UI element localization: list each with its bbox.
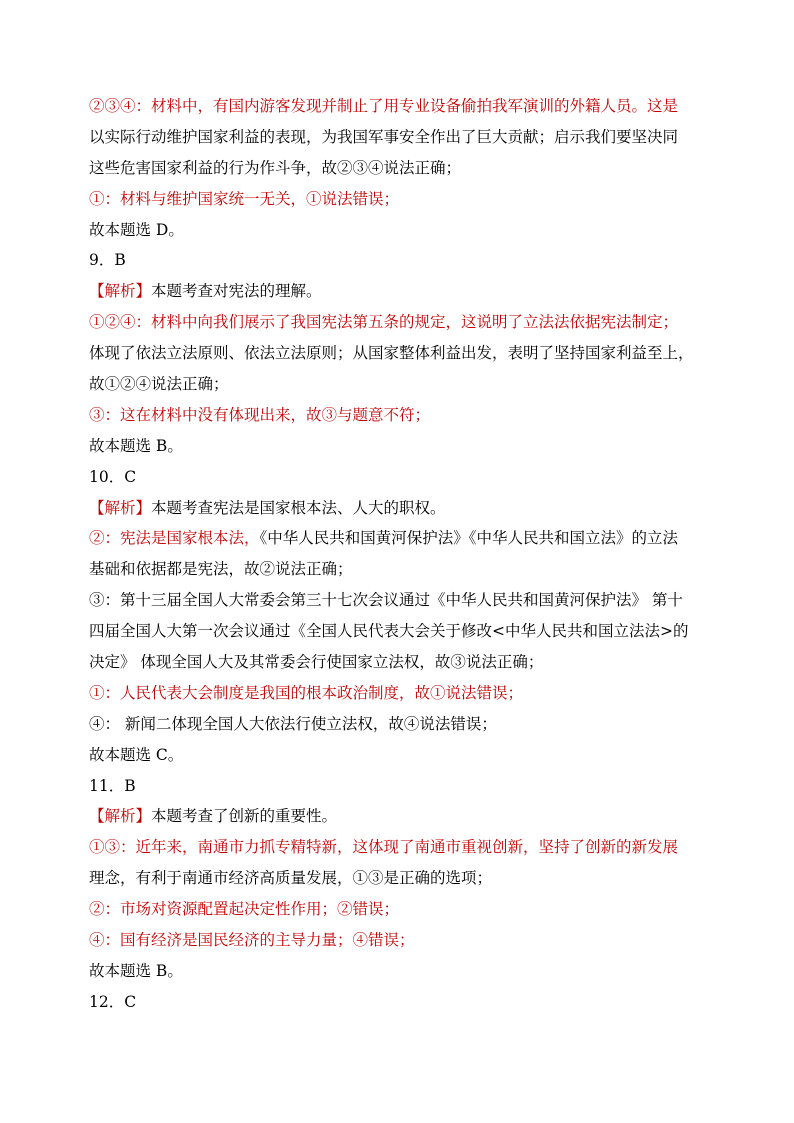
text-segment: ①：人民代表大会制度是我国的根本政治制度，故①说法错误； bbox=[89, 683, 524, 702]
text-segment: 12．C bbox=[89, 992, 137, 1011]
text-segment: 体现了依法立法原则、依法立法原则；从国家整体利益出发，表明了坚持国家利益至上， bbox=[89, 344, 694, 363]
text-segment: 【解析】 bbox=[89, 807, 152, 826]
text-line bbox=[89, 554, 714, 585]
text-segment: 本题考查了创新的重要性。 bbox=[151, 807, 338, 826]
text-line bbox=[89, 585, 714, 616]
text-line bbox=[89, 523, 714, 554]
text-segment: ②：市场对资源配置起决定性作用；②错误； bbox=[89, 900, 400, 919]
text-segment: 故本题选 B。 bbox=[89, 436, 183, 455]
text-segment: 11．B bbox=[89, 776, 136, 795]
text-segment: 本题考查宪法是国家根本法、人大的职权。 bbox=[151, 498, 446, 517]
text-segment: 理念，有利于南通市经济高质量发展，①③是正确的选项； bbox=[89, 869, 493, 888]
text-segment: 【解析】 bbox=[89, 498, 152, 517]
text-line bbox=[89, 616, 714, 647]
text-segment: 基础和依据都是宪法，故②说法正确； bbox=[89, 560, 353, 579]
text-line bbox=[89, 771, 714, 802]
text-line bbox=[89, 184, 714, 215]
text-segment: ④：国有经济是国民经济的主导力量；④错误； bbox=[89, 931, 415, 950]
text-line bbox=[89, 709, 714, 740]
text-segment: ①：材料与维护国家统一无关，①说法错误； bbox=[89, 189, 400, 208]
text-line bbox=[89, 153, 714, 184]
text-segment: 决定》 体现全国人大及其常委会行使国家立法权，故③说法正确； bbox=[89, 653, 544, 672]
text-line bbox=[89, 956, 714, 987]
text-line bbox=[89, 215, 714, 246]
text-line bbox=[89, 740, 714, 771]
text-segment: 【解析】 bbox=[89, 282, 152, 301]
text-line bbox=[89, 925, 714, 956]
text-segment: 本题考查对宪法的理解。 bbox=[151, 282, 322, 301]
document-page bbox=[89, 91, 714, 1018]
text-segment: 故本题选 C。 bbox=[89, 745, 184, 764]
text-line bbox=[89, 307, 714, 338]
text-segment: 四届全国人大第一次会议通过《全国人民代表大会关于修改<中华人民共和国立法法>的 bbox=[89, 622, 689, 641]
text-line bbox=[89, 863, 714, 894]
text-line bbox=[89, 678, 714, 709]
text-line bbox=[89, 987, 714, 1018]
text-line bbox=[89, 400, 714, 431]
text-segment: 故本题选 D。 bbox=[89, 220, 184, 239]
text-segment: ③：这在材料中没有体现出来，故③与题意不符； bbox=[89, 405, 431, 424]
text-segment: 故本题选 B。 bbox=[89, 961, 183, 980]
text-segment: 故①②④说法正确； bbox=[89, 375, 229, 394]
text-segment: ①③：近年来，南通市力抓专精特新，这体现了南通市重视创新，坚持了创新的新发展 bbox=[89, 838, 679, 857]
text-line bbox=[89, 431, 714, 462]
text-segment: ③：第十三届全国人大常委会第三十七次会议通过《中华人民共和国黄河保护法》 第十 bbox=[89, 591, 683, 610]
text-segment: ④： 新闻二体现全国人大依法行使立法权，故④说法错误； bbox=[89, 714, 497, 733]
text-line bbox=[89, 832, 714, 863]
text-line bbox=[89, 245, 714, 276]
text-line bbox=[89, 801, 714, 832]
text-line bbox=[89, 91, 714, 122]
text-line bbox=[89, 122, 714, 153]
text-line bbox=[89, 369, 714, 400]
text-line bbox=[89, 493, 714, 524]
text-segment: 这些危害国家利益的行为作斗争，故②③④说法正确； bbox=[89, 158, 462, 177]
text-line bbox=[89, 276, 714, 307]
text-segment: 10．C bbox=[89, 467, 137, 486]
text-line bbox=[89, 647, 714, 678]
text-segment: 9．B bbox=[89, 251, 126, 270]
text-line bbox=[89, 462, 714, 493]
text-segment: ②：宪法是国家根本法， bbox=[89, 529, 260, 548]
text-line bbox=[89, 338, 714, 369]
text-line bbox=[89, 894, 714, 925]
text-segment: 以实际行动维护国家利益的表现，为我国军事安全作出了巨大贡献；启示我们要坚决同 bbox=[89, 127, 679, 146]
text-segment: ②③④：材料中，有国内游客发现并制止了用专业设备偷拍我军演训的外籍人员。这是 bbox=[89, 97, 679, 115]
text-segment: ①②④：材料中向我们展示了我国宪法第五条的规定，这说明了立法法依据宪法制定； bbox=[89, 313, 679, 332]
text-segment: 《中华人民共和国黄河保护法》《中华人民共和国立法》的立法 bbox=[259, 529, 679, 548]
